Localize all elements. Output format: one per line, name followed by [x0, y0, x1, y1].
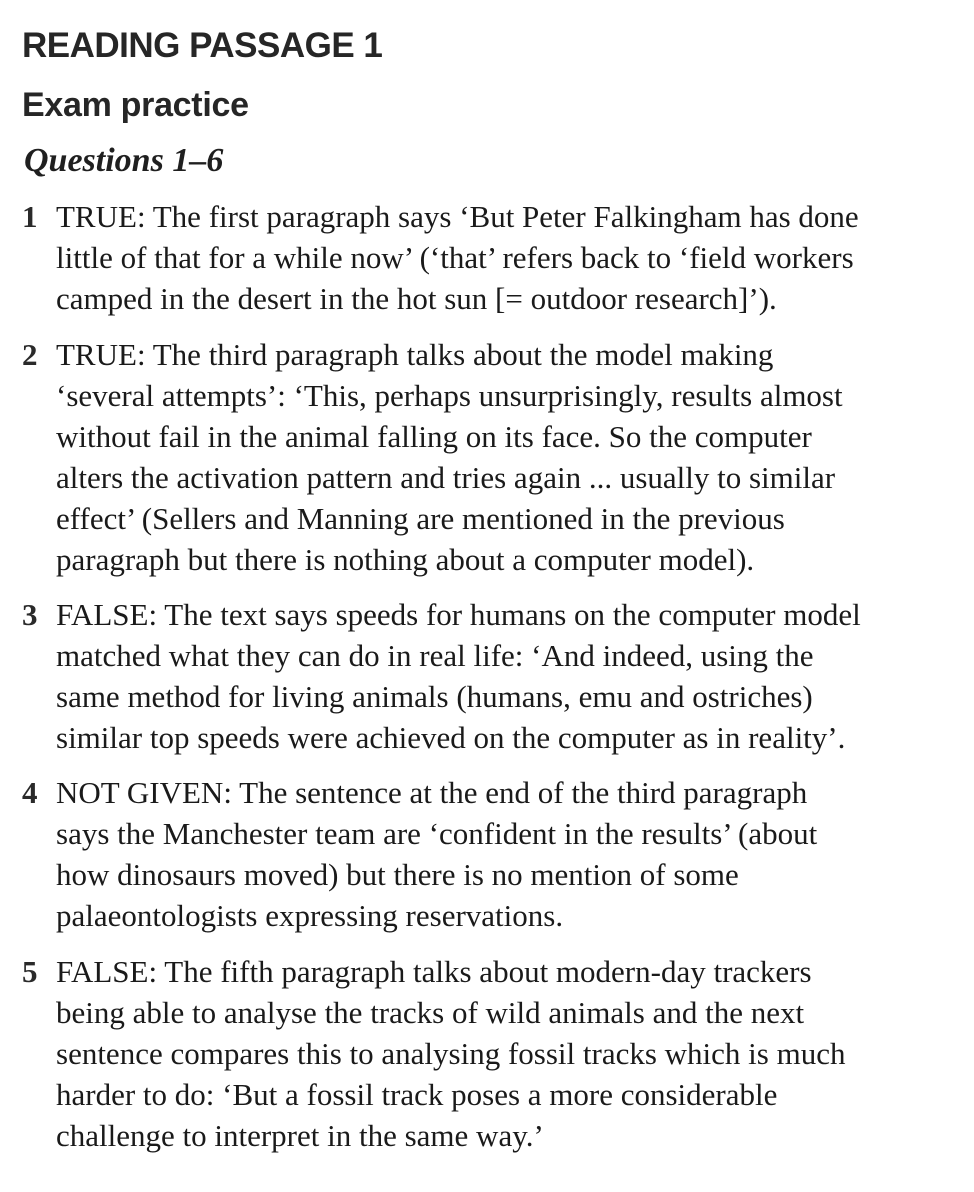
answer-verdict: FALSE: [56, 954, 149, 989]
answer-verdict: FALSE: [56, 597, 149, 632]
answer-text: [56, 334, 962, 580]
answer-verdict: NOT GIVEN: [56, 775, 224, 810]
answer-item: [22, 772, 962, 936]
answer-line: palaeontologists expressing reservations.: [56, 898, 564, 933]
answer-line: TRUE: The third paragraph talks about the model making: [56, 337, 774, 372]
answer-item: [22, 334, 962, 580]
answer-item: [22, 594, 962, 758]
answer-number: 4: [22, 775, 38, 810]
section-title: Exam practice: [22, 86, 249, 124]
answer-line: sentence compares this to analysing fossil tracks which is much: [56, 1036, 846, 1071]
answer-verdict: TRUE: [56, 337, 137, 372]
answer-text: [56, 594, 962, 758]
questions-label: Questions 1–6: [24, 142, 224, 179]
answer-line: how dinosaurs moved) but there is no mention of some: [56, 857, 739, 892]
answer-text: [56, 772, 962, 936]
answer-number: 5: [22, 954, 38, 989]
answer-line: camped in the desert in the hot sun [= outdoor research]’).: [56, 281, 777, 316]
answer-number: 3: [22, 597, 38, 632]
answer-line: without fail in the animal falling on its face. So the computer: [56, 419, 812, 454]
answer-number: 1: [22, 199, 38, 234]
answer-line: matched what they can do in real life: ‘And indeed, using the: [56, 638, 814, 673]
answer-line: ‘several attempts’: ‘This, perhaps unsurprisingly, results almost: [56, 378, 843, 413]
answer-item: [22, 951, 962, 1156]
answer-line-text: The text says speeds for humans on the computer model: [164, 597, 861, 632]
answer-text: [56, 951, 962, 1156]
answer-line: challenge to interpret in the same way.’: [56, 1118, 544, 1153]
answer-line: FALSE: The fifth paragraph talks about modern-day trackers: [56, 954, 812, 989]
answer-line-text: The first paragraph says ‘But Peter Falkingham has done: [152, 199, 859, 234]
answer-line: same method for living animals (humans, emu and ostriches): [56, 679, 813, 714]
answer-line: harder to do: ‘But a fossil track poses a more considerable: [56, 1077, 778, 1112]
answer-line-text: The third paragraph talks about the model making: [152, 337, 774, 372]
answer-line-text: The fifth paragraph talks about modern-day trackers: [164, 954, 812, 989]
answer-line: paragraph but there is nothing about a computer model).: [56, 542, 755, 577]
answer-line: little of that for a while now’ (‘that’ refers back to ‘field workers: [56, 240, 854, 275]
answer-text: [56, 196, 962, 319]
answer-line: similar top speeds were achieved on the computer as in reality’.: [56, 720, 846, 755]
answer-verdict: TRUE: [56, 199, 137, 234]
answer-line-text: The sentence at the end of the third paragraph: [239, 775, 808, 810]
answer-line: NOT GIVEN: The sentence at the end of the third paragraph: [56, 775, 808, 810]
answer-line: TRUE: The first paragraph says ‘But Peter Falkingham has done: [56, 199, 859, 234]
passage-title: READING PASSAGE 1: [22, 26, 383, 65]
answer-line: being able to analyse the tracks of wild animals and the next: [56, 995, 805, 1030]
answer-line: alters the activation pattern and tries again ... usually to similar: [56, 460, 836, 495]
answer-number: 2: [22, 337, 38, 372]
answer-line: says the Manchester team are ‘confident in the results’ (about: [56, 816, 818, 851]
answer-line: effect’ (Sellers and Manning are mentioned in the previous: [56, 501, 785, 536]
answer-item: [22, 196, 962, 319]
answer-line: FALSE: The text says speeds for humans on the computer model: [56, 597, 861, 632]
